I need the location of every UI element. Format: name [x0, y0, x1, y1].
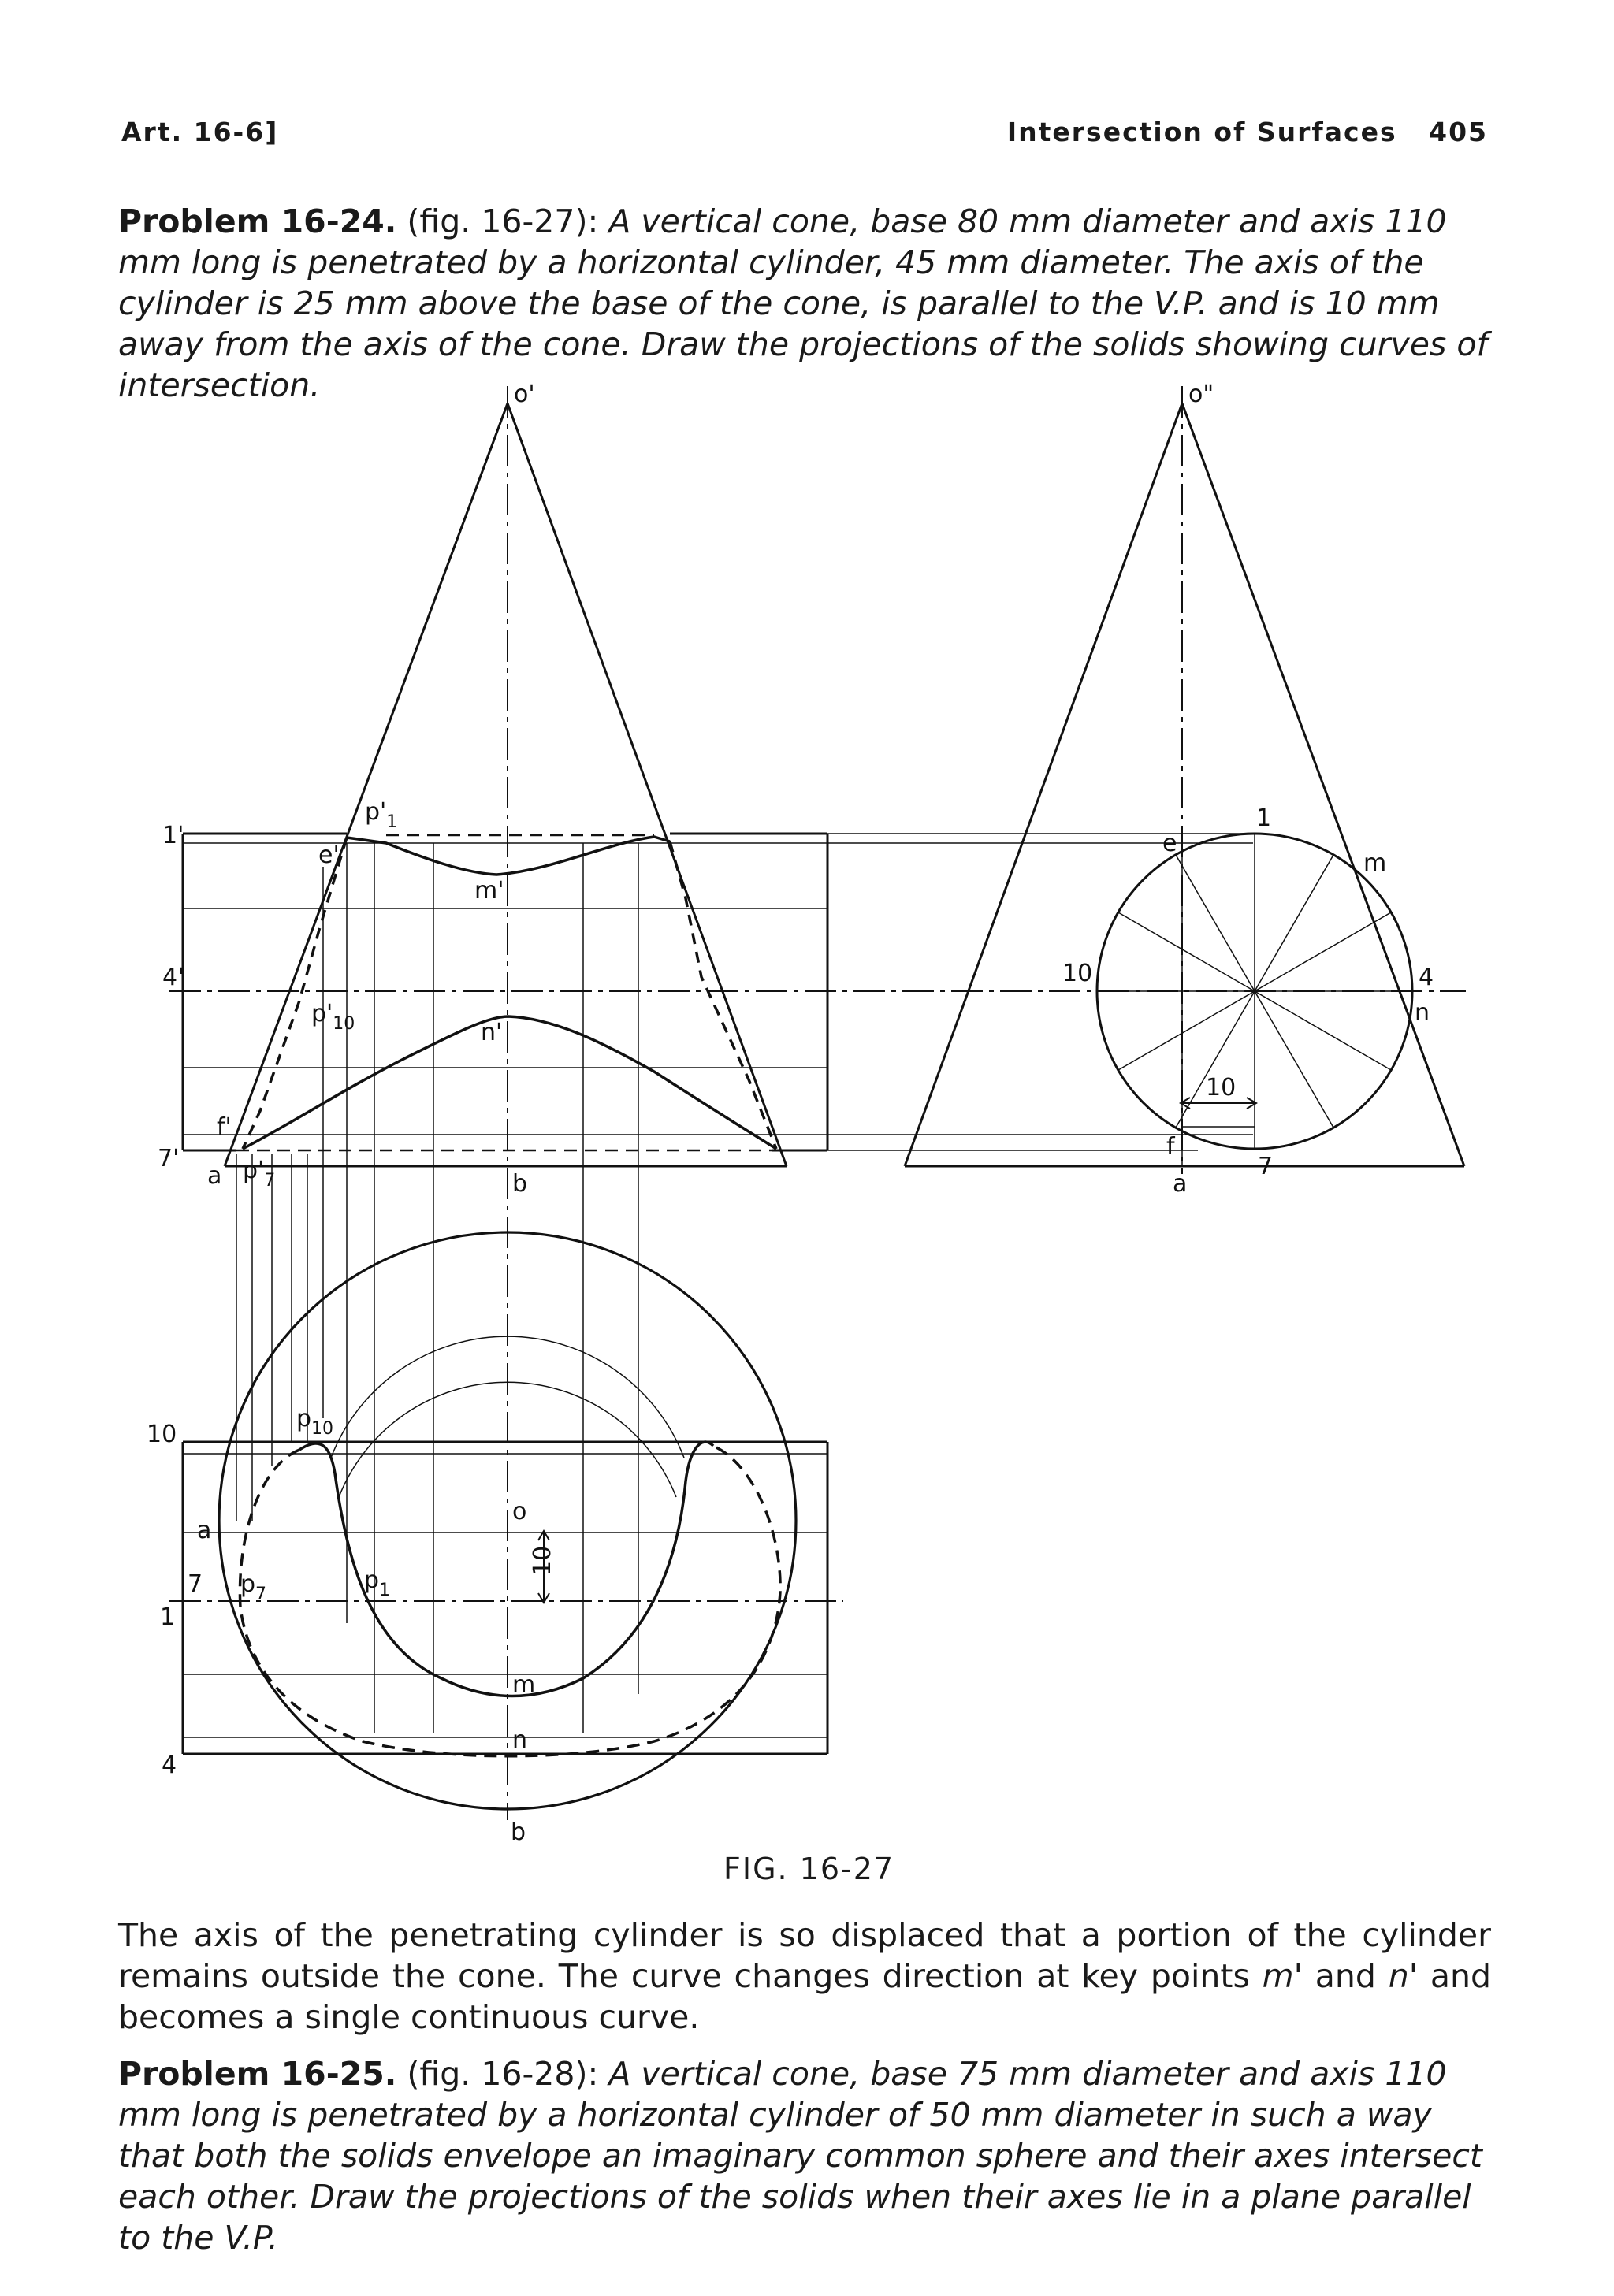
- label-p7-top: $p_7$: [240, 1570, 267, 1604]
- label-a-top: a: [197, 1517, 212, 1544]
- label-o-prime: o': [514, 381, 535, 408]
- problem-statement: A vertical cone, base 80 mm diameter and axis 110 mm long is penetrated by a horizontal cylinder, 45 mm diameter. The axis of the cylinder is 25 mm above the base of the cone, is parallel to the V.P. and is 10 mm away from the axis of the cone. Draw the projections of the solids showing curves of intersection.: [118, 202, 1488, 404]
- side-view-cone: [905, 403, 1464, 1166]
- explanation-and: and: [1302, 1957, 1389, 1995]
- side-view-generators: [1097, 834, 1412, 1166]
- label-m-prime: m': [474, 877, 504, 905]
- label-10-side: 10: [1062, 960, 1093, 987]
- problem-16-25: [118, 2053, 1491, 2258]
- label-a-front: a: [207, 1162, 222, 1190]
- page-number: 405: [1429, 117, 1488, 147]
- label-4-prime: 4': [162, 964, 184, 991]
- label-1-top: 1: [160, 1603, 176, 1631]
- label-b-front: b: [512, 1170, 528, 1198]
- label-7-side: 7: [1258, 1153, 1274, 1180]
- label-f-prime: f': [217, 1113, 232, 1141]
- label-o-top: o: [512, 1498, 527, 1525]
- label-e-side: e: [1162, 830, 1177, 857]
- explanation-paragraph: [118, 1915, 1491, 2038]
- label-m-top: m: [512, 1671, 536, 1699]
- key-point-n: n': [1388, 1957, 1419, 1995]
- label-10-top: 10: [147, 1421, 177, 1448]
- label-p7-prime: $p'_7$: [243, 1157, 276, 1191]
- label-4-top: 4: [162, 1752, 177, 1779]
- running-header-title: Intersection of Surfaces: [1006, 117, 1397, 147]
- figure-reference: (fig. 16-28):: [407, 2055, 599, 2093]
- label-p1-top: $p_1$: [364, 1566, 391, 1600]
- key-point-m: m': [1262, 1957, 1303, 1995]
- label-p10-top: $p_{10}$: [296, 1405, 334, 1439]
- label-m-side: m: [1363, 849, 1387, 877]
- label-n-side: n: [1415, 999, 1430, 1027]
- problem-statement: A vertical cone, base 75 mm diameter and axis 110 mm long is penetrated by a horizontal cylinder of 50 mm diameter in such a way that both the solids envelope an imaginary common sphere and their axes intersect each other. Draw the projections of the solids when their axes lie in a plane parallel to the V.P.: [118, 2055, 1482, 2257]
- label-dim-10-side: 10: [1206, 1074, 1237, 1102]
- label-7-top: 7: [188, 1570, 203, 1598]
- problem-label: Problem 16-24.: [118, 202, 397, 240]
- label-7-prime: 7': [158, 1145, 180, 1172]
- label-dim-10-top: 10: [529, 1545, 556, 1576]
- label-a-side: a: [1173, 1170, 1188, 1198]
- label-1-side: 1: [1256, 804, 1272, 832]
- top-view-cylinder: [183, 1442, 827, 1754]
- label-n-prime: n': [481, 1019, 503, 1046]
- label-4-side: 4: [1419, 964, 1434, 991]
- explanation-text-1: The axis of the penetrating cylinder is so displaced that a portion of the cylinder remains outside the cone. The curve changes direction at key points: [118, 1916, 1491, 1995]
- label-f-side: f: [1166, 1133, 1175, 1161]
- figure-caption: FIG. 16-27: [723, 1852, 895, 1886]
- label-p1-prime: $p'_1$: [365, 798, 398, 832]
- front-view-cone: [225, 403, 787, 1166]
- figure-reference: (fig. 16-27):: [407, 202, 599, 240]
- label-n-top: n: [512, 1726, 528, 1754]
- label-o-double-prime: o": [1188, 381, 1214, 408]
- running-header-left: Art. 16-6]: [121, 117, 279, 147]
- explanation-text-2: and becomes a single continuous curve.: [118, 1957, 1492, 2036]
- problem-label: Problem 16-25.: [118, 2055, 397, 2093]
- top-view-intersection-curve: [240, 1442, 780, 1756]
- label-e-prime: e': [318, 841, 340, 869]
- label-b-top: b: [511, 1819, 526, 1846]
- label-1-prime: 1': [162, 822, 184, 849]
- label-p10-prime: $p'_{10}$: [311, 1000, 355, 1034]
